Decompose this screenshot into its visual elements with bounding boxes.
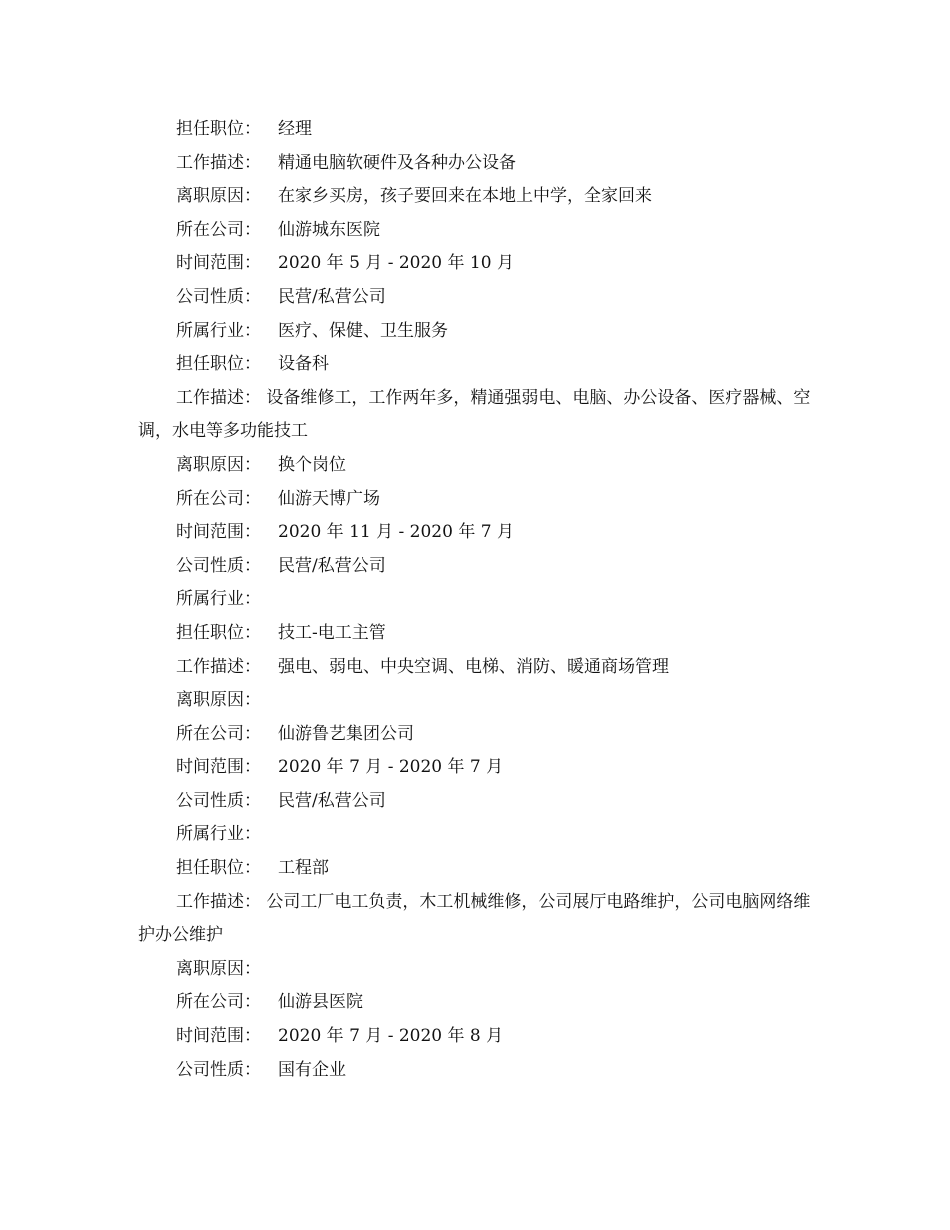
field-label: 公司性质：: [176, 555, 261, 576]
field-company-type: [138, 281, 818, 315]
field-company-type: [138, 785, 818, 819]
field-label: 时间范围：: [176, 253, 261, 274]
field-value: 在家乡买房，孩子要回来在本地上中学，全家回来: [278, 186, 652, 207]
field-value: 仙游天博广场: [278, 488, 380, 509]
field-company: [138, 214, 818, 248]
field-label: 工作描述：: [176, 387, 261, 408]
field-value: 技工-电工主管: [278, 622, 386, 643]
field-leave-reason: [138, 180, 818, 214]
field-label: 离职原因：: [176, 186, 261, 207]
field-label: 工作描述：: [176, 152, 261, 173]
field-value: 仙游城东医院: [278, 219, 380, 240]
field-company: [138, 483, 818, 517]
field-company: [138, 986, 818, 1020]
field-position: [138, 617, 818, 651]
field-value: 换个岗位: [278, 454, 346, 475]
field-label: 所在公司：: [176, 992, 261, 1013]
field-company-type: [138, 1054, 818, 1088]
field-value: 仙游鲁艺集团公司: [278, 723, 414, 744]
field-label: 公司性质：: [176, 1059, 261, 1080]
field-description-paragraph: [138, 382, 814, 449]
field-value: 公司工厂电工负责，木工机械维修，公司展厅电路维护，公司电脑网络维护办公维护: [138, 891, 811, 946]
field-industry: [138, 583, 818, 617]
field-value: 国有企业: [278, 1059, 346, 1080]
field-label: 工作描述：: [176, 891, 261, 912]
field-position: [138, 113, 818, 147]
field-label: 所属行业：: [176, 589, 261, 610]
field-value: 2020 年 7 月 - 2020 年 8 月: [278, 1026, 504, 1047]
field-industry: [138, 818, 818, 852]
field-value: 2020 年 7 月 - 2020 年 7 月: [278, 757, 504, 778]
field-label: 时间范围：: [176, 757, 261, 778]
field-label: 公司性质：: [176, 286, 261, 307]
field-time-range: [138, 247, 818, 281]
field-label: 所属行业：: [176, 320, 261, 341]
field-label: 公司性质：: [176, 790, 261, 811]
field-value: 民营/私营公司: [278, 555, 386, 576]
field-position: [138, 348, 818, 382]
field-company: [138, 718, 818, 752]
field-description-paragraph: [138, 886, 814, 953]
field-value: 民营/私营公司: [278, 286, 386, 307]
field-label: 离职原因：: [176, 454, 261, 475]
field-value: 经理: [278, 119, 312, 139]
field-label: 时间范围：: [176, 522, 261, 543]
field-company-type: [138, 550, 818, 584]
field-label: 所在公司：: [176, 488, 261, 509]
field-value: 2020 年 5 月 - 2020 年 10 月: [278, 253, 514, 274]
field-label: 担任职位：: [176, 858, 261, 879]
field-leave-reason: [138, 449, 818, 483]
field-industry: [138, 315, 818, 349]
field-label: 所属行业：: [176, 824, 261, 845]
field-value: 2020 年 11 月 - 2020 年 7 月: [278, 522, 514, 543]
field-value: 设备科: [278, 354, 329, 375]
field-leave-reason: [138, 953, 818, 987]
field-time-range: [138, 751, 818, 785]
field-label: 所在公司：: [176, 723, 261, 744]
field-value: 精通电脑软硬件及各种办公设备: [278, 152, 516, 173]
field-time-range: [138, 1020, 818, 1054]
field-value: 仙游县医院: [278, 992, 363, 1013]
field-description: [138, 651, 818, 685]
field-value: 强电、弱电、中央空调、电梯、消防、暖通商场管理: [278, 656, 669, 677]
resume-work-history: [138, 113, 818, 1087]
field-label: 时间范围：: [176, 1026, 261, 1047]
field-label: 担任职位：: [176, 354, 261, 375]
field-value: 设备维修工，工作两年多，精通强弱电、电脑、办公设备、医疗器械、空调，水电等多功能技工: [138, 387, 811, 442]
field-time-range: [138, 516, 818, 550]
field-value: 工程部: [278, 858, 329, 879]
field-label: 担任职位：: [176, 119, 261, 139]
field-value: 医疗、保健、卫生服务: [278, 320, 448, 341]
field-position: [138, 852, 818, 886]
field-label: 离职原因：: [176, 958, 261, 979]
field-label: 工作描述：: [176, 656, 261, 677]
field-description: [138, 147, 818, 181]
field-label: 担任职位：: [176, 622, 261, 643]
field-value: 民营/私营公司: [278, 790, 386, 811]
field-label: 所在公司：: [176, 219, 261, 240]
field-leave-reason: [138, 684, 818, 718]
field-label: 离职原因：: [176, 690, 261, 711]
